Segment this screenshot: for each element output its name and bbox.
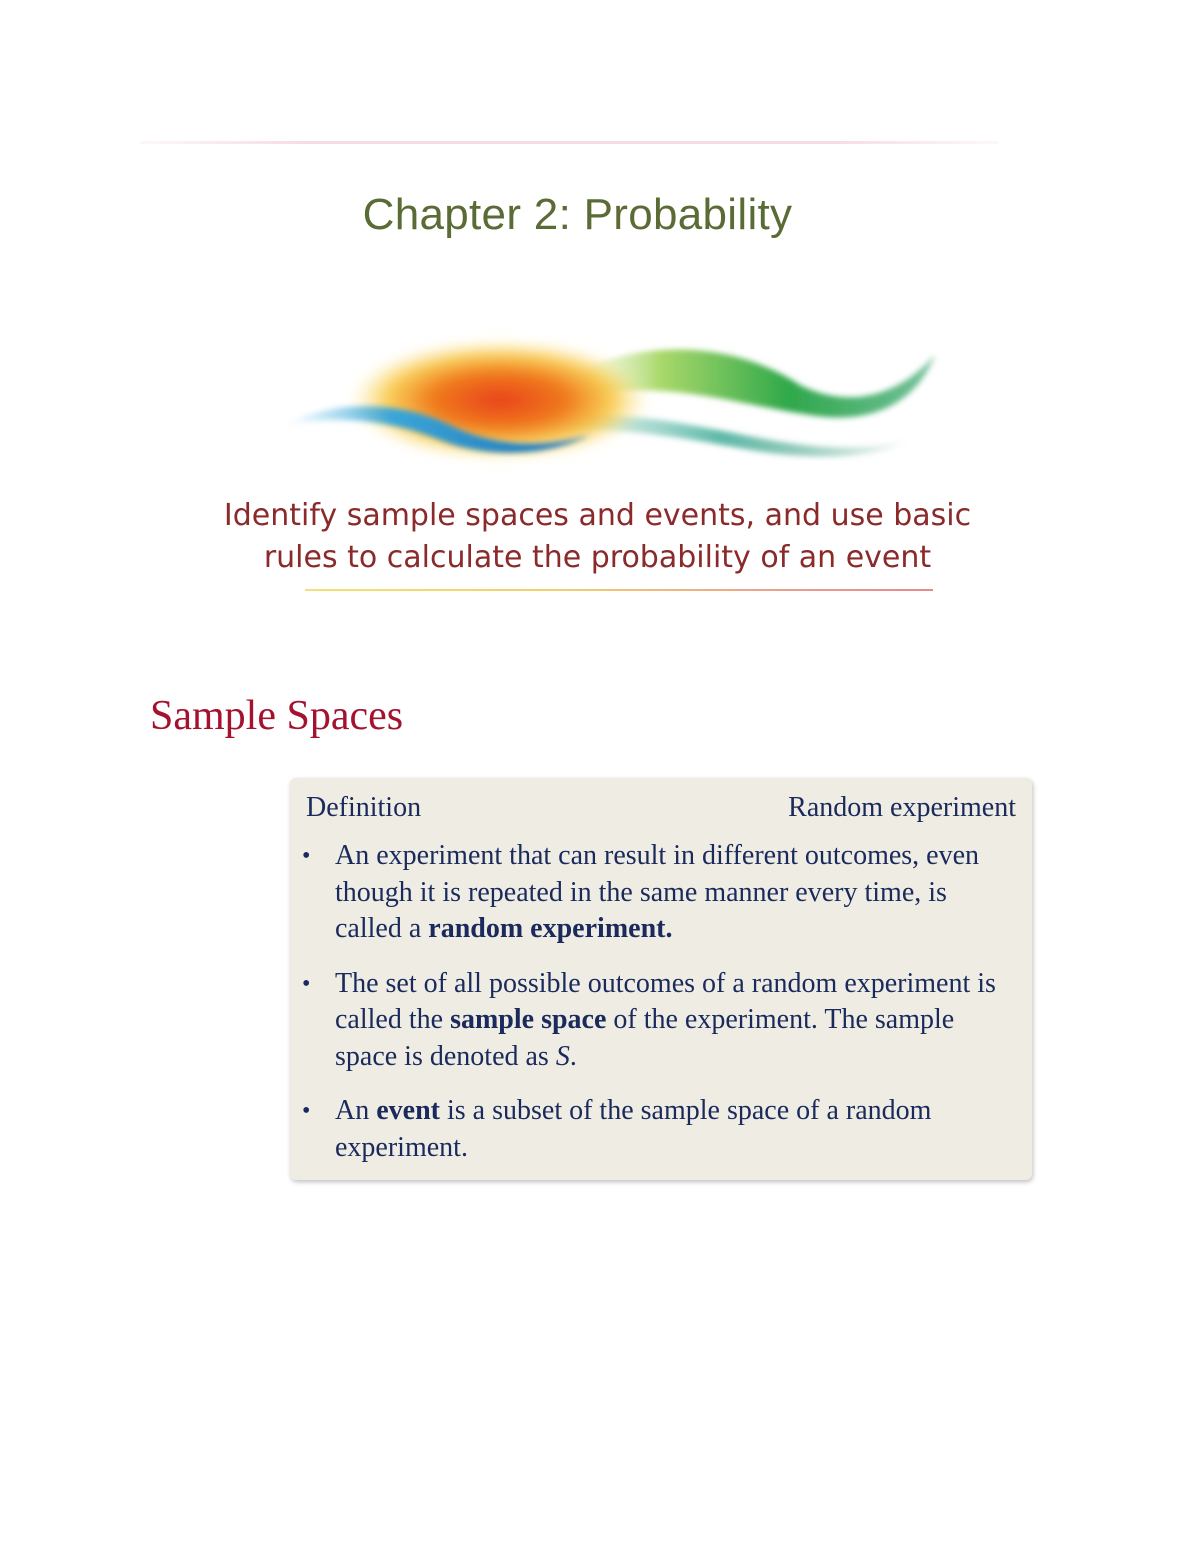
definition-bullet-list [290, 838, 1032, 1184]
bullet-icon: • [302, 1098, 311, 1124]
term-random-experiment: random experiment. [428, 913, 673, 944]
bullet-text: An event is a subset of the sample space of a random experiment. [335, 1095, 932, 1163]
bullet-random-experiment [290, 838, 1032, 948]
bullet-text: An experiment that can result in different outcomes, even though it is repeated in the same manner every time, is called a random experiment. [335, 840, 980, 944]
subtitle-underline [305, 589, 933, 591]
term-event: event [376, 1095, 440, 1126]
sample-space-symbol: S [555, 1040, 570, 1072]
bullet-text: The set of all possible outcomes of a random experiment is called the sample space of the experiment. The sample space is denoted as S. [335, 967, 996, 1072]
definition-box [290, 778, 1032, 1180]
bullet-icon: • [302, 970, 311, 997]
bullet-sample-space [290, 966, 1032, 1076]
subtitle-line-1: Identify sample spaces and events, and use basic [223, 498, 972, 533]
bullet-event [290, 1093, 1032, 1166]
subtitle-line-2: rules to calculate the probability of an event [263, 540, 932, 575]
bullet-icon: • [302, 843, 311, 869]
decorative-wave-banner [270, 325, 950, 485]
definition-term: Random experiment [788, 792, 1016, 823]
top-divider [140, 141, 998, 144]
term-sample-space: sample space [450, 1004, 607, 1035]
definition-label: Definition [306, 792, 422, 823]
chapter-title: Chapter 2: Probability [362, 190, 793, 239]
section-heading: Sample Spaces [150, 693, 404, 739]
chapter-subtitle [180, 495, 1015, 579]
